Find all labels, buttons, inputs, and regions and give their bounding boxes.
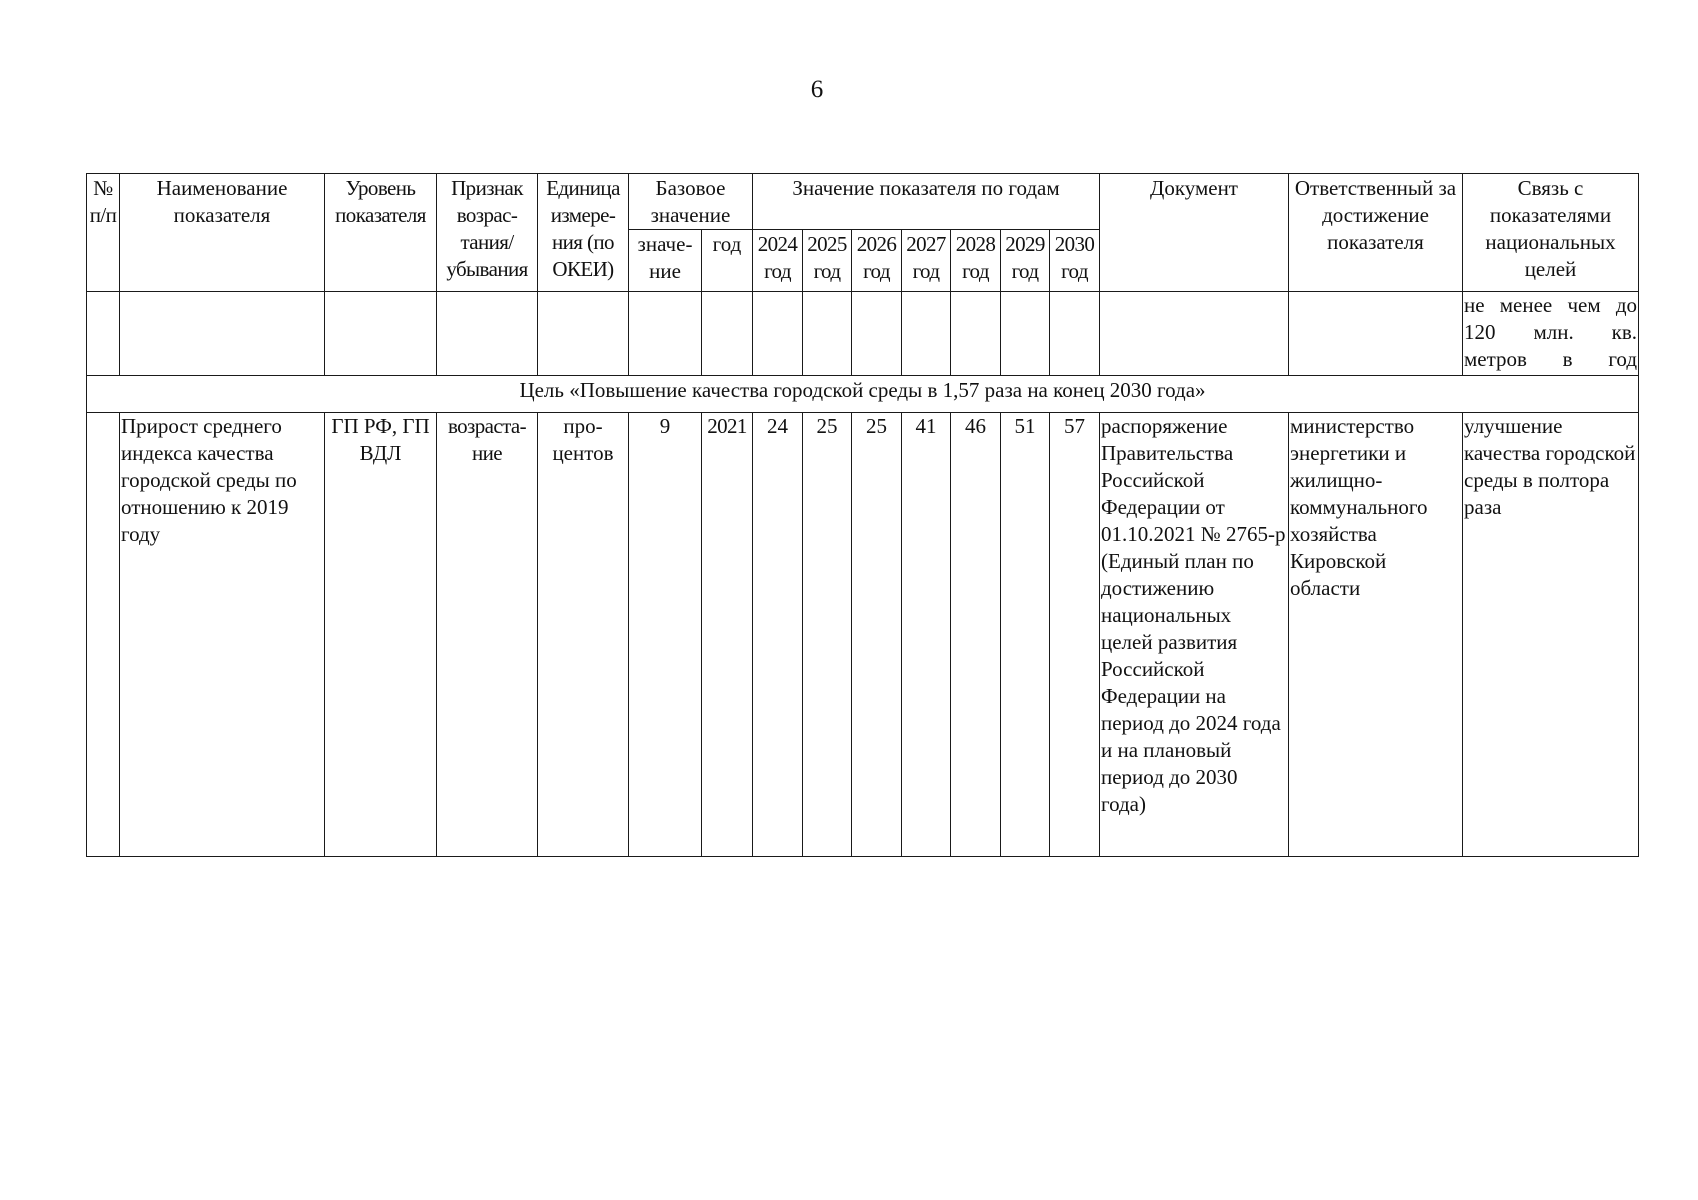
header-year-2025: 2025 год [803, 230, 852, 292]
header-year-2029: 2029 год [1001, 230, 1050, 292]
header-year-2028: 2028 год [951, 230, 1001, 292]
table-row [87, 413, 1639, 857]
header-responsible: Ответственный за достижение показателя [1289, 174, 1463, 292]
row-value-2027: 41 [902, 413, 951, 857]
header-name: Наименование показателя [120, 174, 325, 292]
row-link: улучшение качества городской среды в полтора раза [1463, 413, 1639, 857]
page-number: 6 [810, 76, 824, 103]
row-number [87, 413, 120, 857]
header-number: № п/п [87, 174, 120, 292]
row-base-year: 2021 [702, 413, 753, 857]
header-base-year: год [702, 230, 753, 292]
row-value-2024: 24 [753, 413, 803, 857]
header-years-group: Значение показателя по годам [753, 174, 1100, 230]
header-document: Документ [1100, 174, 1289, 292]
header-year-2030: 2030 год [1050, 230, 1100, 292]
header-base-value: значе- ние [629, 230, 702, 292]
row-sign: возраста- ние [437, 413, 538, 857]
header-year-2026: 2026 год [852, 230, 902, 292]
header-level: Уровень показателя [325, 174, 437, 292]
continuation-row [87, 292, 1639, 376]
row-name: Прирост среднего индекса качества городской среды по отношению к 2019 году [120, 413, 325, 857]
header-unit: Единица измере- ния (по ОКЕИ) [538, 174, 629, 292]
header-link: Связь с показателями национальных целей [1463, 174, 1639, 292]
indicators-table [86, 173, 1639, 857]
row-level: ГП РФ, ГП ВДЛ [325, 413, 437, 857]
goal-title: Цель «Повышение качества городской среды в 1,57 раза на конец 2030 года» [87, 376, 1639, 413]
continuation-link-text: не менее чем до 120 млн. кв. метров в год [1463, 292, 1639, 376]
row-unit: про- центов [538, 413, 629, 857]
row-document: распоряжение Правительства Российской Федерации от 01.10.2021 № 2765-р (Единый план по достижению национальных целей развития Российской Федерации на период до 2024 года и на плановый период до 2030 года) [1100, 413, 1289, 857]
row-value-2026: 25 [852, 413, 902, 857]
row-value-2030: 57 [1050, 413, 1100, 857]
row-responsible: министерство энергетики и жилищно-коммунального хозяйства Кировской области [1289, 413, 1463, 857]
header-base: Базовое значение [629, 174, 753, 230]
row-base-value: 9 [629, 413, 702, 857]
header-year-2024: 2024 год [753, 230, 803, 292]
row-value-2025: 25 [803, 413, 852, 857]
header-year-2027: 2027 год [902, 230, 951, 292]
row-value-2028: 46 [951, 413, 1001, 857]
row-value-2029: 51 [1001, 413, 1050, 857]
header-sign: Признак возрас- тания/ убывания [437, 174, 538, 292]
